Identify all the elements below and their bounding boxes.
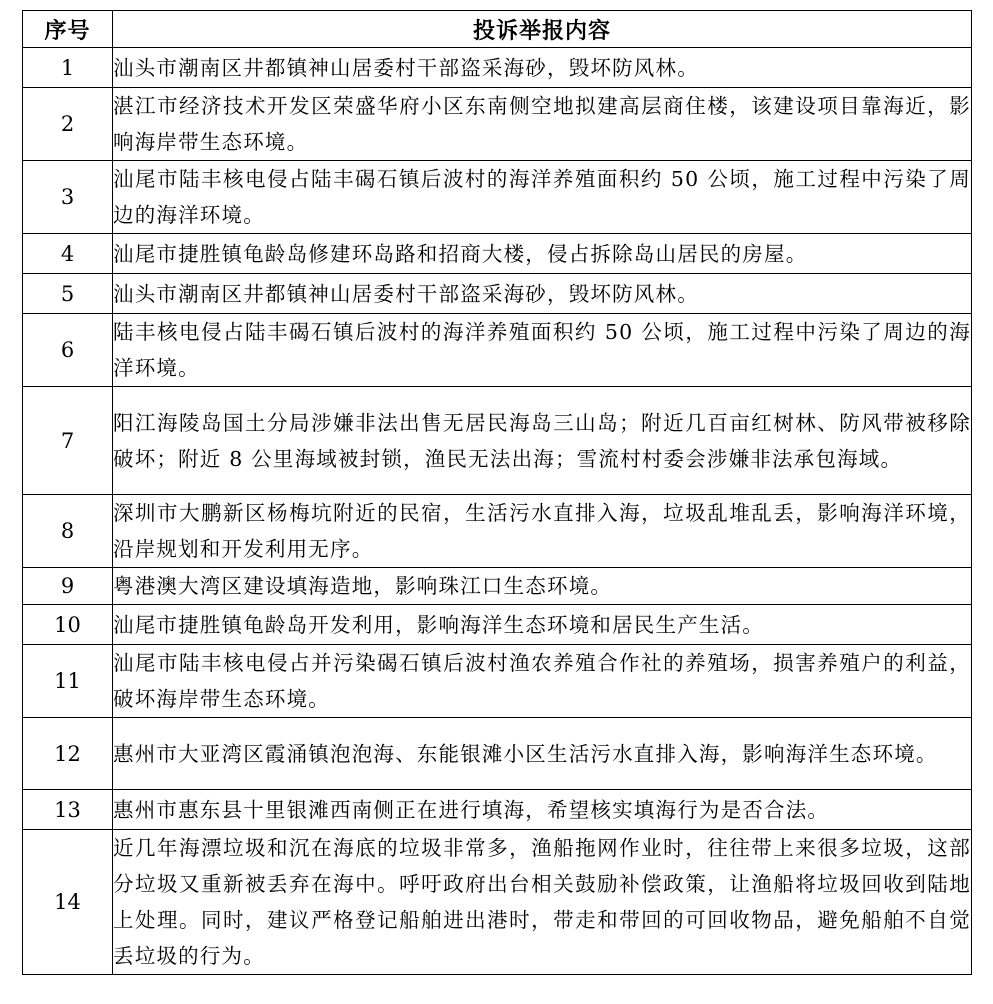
- row-content: 汕尾市陆丰核电侵占陆丰碣石镇后波村的海洋养殖面积约 50 公顷，施工过程中污染了周边的海洋环境。: [113, 161, 972, 234]
- row-content: 粤港澳大湾区建设填海造地，影响珠江口生态环境。: [113, 568, 972, 605]
- table-body: [23, 48, 972, 975]
- table-row: [23, 830, 972, 975]
- row-number: 4: [23, 234, 113, 274]
- row-number: 11: [23, 645, 113, 718]
- table-row: [23, 88, 972, 161]
- table-row: [23, 161, 972, 234]
- row-number: 6: [23, 314, 113, 387]
- table-row: [23, 495, 972, 568]
- row-number: 7: [23, 387, 113, 495]
- row-number: 3: [23, 161, 113, 234]
- complaints-table: [22, 10, 972, 975]
- table-row: [23, 718, 972, 790]
- row-number: 2: [23, 88, 113, 161]
- row-number: 13: [23, 790, 113, 830]
- header-number: 序号: [23, 11, 113, 48]
- row-number: 1: [23, 48, 113, 88]
- row-number: 5: [23, 274, 113, 314]
- row-content: 汕头市潮南区井都镇神山居委村干部盗采海砂，毁坏防风林。: [113, 274, 972, 314]
- table-row: [23, 645, 972, 718]
- table-row: [23, 314, 972, 387]
- table-row: [23, 234, 972, 274]
- table-row: [23, 274, 972, 314]
- row-content: 湛江市经济技术开发区荣盛华府小区东南侧空地拟建高层商住楼，该建设项目靠海近，影响海岸带生态环境。: [113, 88, 972, 161]
- row-number: 8: [23, 495, 113, 568]
- table-row: [23, 568, 972, 605]
- header-content: 投诉举报内容: [113, 11, 972, 48]
- row-content: 近几年海漂垃圾和沉在海底的垃圾非常多，渔船拖网作业时，往往带上来很多垃圾，这部分垃圾又重新被丢弃在海中。呼吁政府出台相关鼓励补偿政策，让渔船将垃圾回收到陆地上处理。同时，建议严格登记船舶进出港时，带走和带回的可回收物品，避免船舶不自觉丢垃圾的行为。: [113, 830, 972, 975]
- row-content: 汕头市潮南区井都镇神山居委村干部盗采海砂，毁坏防风林。: [113, 48, 972, 88]
- row-content: 汕尾市捷胜镇龟龄岛开发利用，影响海洋生态环境和居民生产生活。: [113, 605, 972, 645]
- row-content: 阳江海陵岛国土分局涉嫌非法出售无居民海岛三山岛；附近几百亩红树林、防风带被移除破坏；附近 8 公里海域被封锁，渔民无法出海；雪流村村委会涉嫌非法承包海域。: [113, 387, 972, 495]
- row-number: 12: [23, 718, 113, 790]
- row-number: 10: [23, 605, 113, 645]
- row-content: 惠州市大亚湾区霞涌镇泡泡海、东能银滩小区生活污水直排入海，影响海洋生态环境。: [113, 718, 972, 790]
- row-number: 14: [23, 830, 113, 975]
- table-row: [23, 605, 972, 645]
- row-number: 9: [23, 568, 113, 605]
- row-content: 惠州市惠东县十里银滩西南侧正在进行填海，希望核实填海行为是否合法。: [113, 790, 972, 830]
- row-content: 陆丰核电侵占陆丰碣石镇后波村的海洋养殖面积约 50 公顷，施工过程中污染了周边的海洋环境。: [113, 314, 972, 387]
- row-content: 汕尾市捷胜镇龟龄岛修建环岛路和招商大楼，侵占拆除岛山居民的房屋。: [113, 234, 972, 274]
- table-row: [23, 387, 972, 495]
- row-content: 汕尾市陆丰核电侵占并污染碣石镇后波村渔农养殖合作社的养殖场，损害养殖户的利益，破坏海岸带生态环境。: [113, 645, 972, 718]
- table-row: [23, 48, 972, 88]
- table-row: [23, 790, 972, 830]
- row-content: 深圳市大鹏新区杨梅坑附近的民宿，生活污水直排入海，垃圾乱堆乱丢，影响海洋环境，沿岸规划和开发利用无序。: [113, 495, 972, 568]
- table-header-row: [23, 11, 972, 48]
